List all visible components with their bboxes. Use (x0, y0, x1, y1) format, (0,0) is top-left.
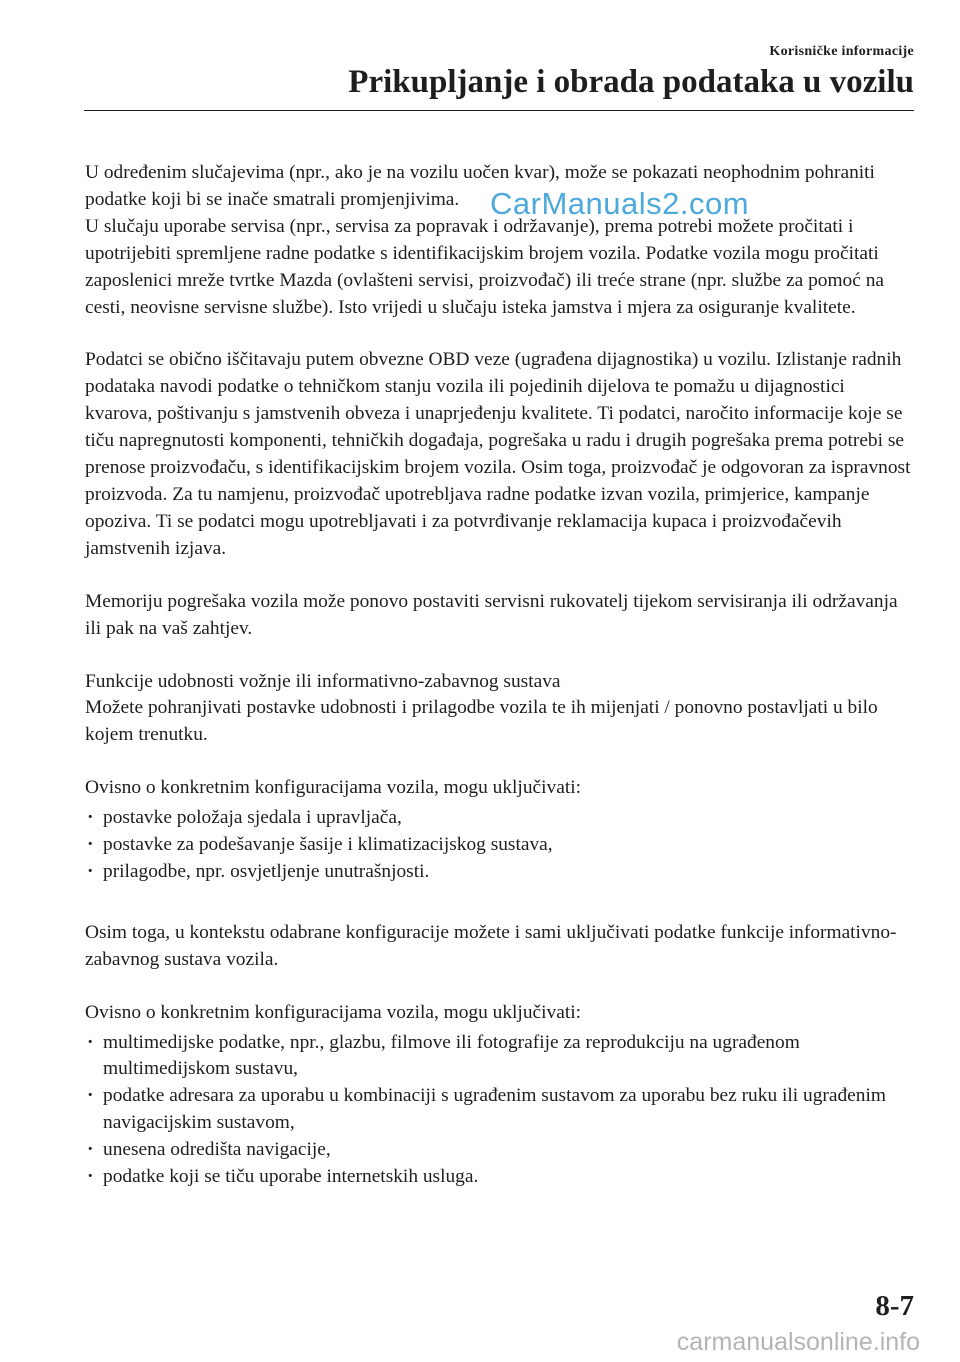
page-number: 8-7 (875, 1290, 914, 1322)
paragraph-comfort-settings: Možete pohranjivati postavke udobnosti i prilagodbe vozila te ih mijenjati / ponovno postavljati u bilo kojem trenutku. (85, 697, 878, 746)
page-title: Prikupljanje i obrada podataka u vozilu (348, 64, 914, 100)
paragraph-config-intro-2: Ovisno o konkretnim konfiguracijama vozila, mogu uključivati: (85, 1001, 581, 1023)
list-item: · prilagodbe, npr. osvjetljenje unutrašnjosti. (85, 859, 915, 886)
bullet-list-infotainment (85, 1030, 915, 1191)
list-item: · podatke adresara za uporabu u kombinaciji s ugrađenim sustavom za uporabu bez ruku ili ugrađenim navigacijskim sustavom, (85, 1083, 915, 1137)
list-item: · multimedijske podatke, npr., glazbu, filmove ili fotografije za reprodukciju na ugrađenom multimedijskom sustavu, (85, 1030, 915, 1084)
paragraph-error-memory: Memoriju pogrešaka vozila može ponovo postaviti servisni rukovatelj tijekom servisiranja ili održavanja ili pak na vaš zahtjev. (85, 590, 898, 639)
paragraph-volatile-data: U određenim slučajevima (npr., ako je na vozilu uočen kvar), može se pokazati neophodnim pohraniti podatke koji bi se inače smatrali promjenjivima. (85, 162, 875, 210)
subheading-comfort-functions: Funkcije udobnosti vožnje ili informativno-zabavnog sustava (85, 670, 561, 692)
paragraph-infotainment: Osim toga, u kontekstu odabrane konfiguracije možete i sami uključivati podatke funkcije informativno-zabavnog sustava vozila. (85, 921, 897, 970)
list-item: · postavke za podešavanje šasije i klimatizacijskog sustava, (85, 832, 915, 859)
paragraph-obd-readout: Podatci se obično iščitavaju putem obvezne OBD veze (ugrađena dijagnostika) u vozilu. Izlistanje radnih podataka navodi podatke o tehničkom stanju vozila ili pojedinih dijelova te pomažu u dijagnostici kvarova, poštivanju s jamstvenih obveza i unaprjeđenju kvalitete. Ti podatci, naročito informacije koje se tiču napregnutosti komponenti, tehničkih događaja, pogrešaka u radu i drugih pogrešaka prema potrebi se prenose proizvođaču, s identifikacijskim brojem vozila. Osim toga, proizvođač je odgovoran za ispravnost proizvoda. Za tu namjenu, proizvođač upotrebljava radne podatke izvan vozila, primjerice, kampanje opoziva. Ti se podatci mogu upotrebljavati i za potvrđivanje reklamacija kupaca i proizvođačevih jamstvenih izjava. (85, 349, 911, 559)
list-item: · postavke položaja sjedala i upravljača, (85, 805, 915, 832)
bullet-list-comfort (85, 805, 915, 886)
list-item: · podatke koji se tiču uporabe internetskih usluga. (85, 1164, 915, 1191)
body-text (85, 160, 915, 1191)
list-item: · unesena odredišta navigacije, (85, 1137, 915, 1164)
watermark-footer: carmanualsonline.info (676, 1328, 920, 1356)
watermark-logo-top: CarManuals2.com (490, 186, 750, 221)
paragraph-service-use: U slučaju uporabe servisa (npr., servisa za popravak i održavanje), prema potrebi možete pročitati i upotrijebiti spremljene radne podatke s identifikacijskim brojem vozila. Podatke vozila mogu pročitati zaposlenici mreže tvrtke Mazda (ovlašteni servisi, proizvođač) ili treće strane (npr. službe za pomoć na cesti, neovisne servisne službe). Isto vrijedi u slučaju isteka jamstva i mjera za osiguranje kvalitete. (85, 215, 885, 318)
section-label: Korisničke informacije (769, 44, 914, 59)
paragraph-config-intro-1: Ovisno o konkretnim konfiguracijama vozila, mogu uključivati: (85, 777, 581, 799)
header-divider (84, 110, 914, 111)
